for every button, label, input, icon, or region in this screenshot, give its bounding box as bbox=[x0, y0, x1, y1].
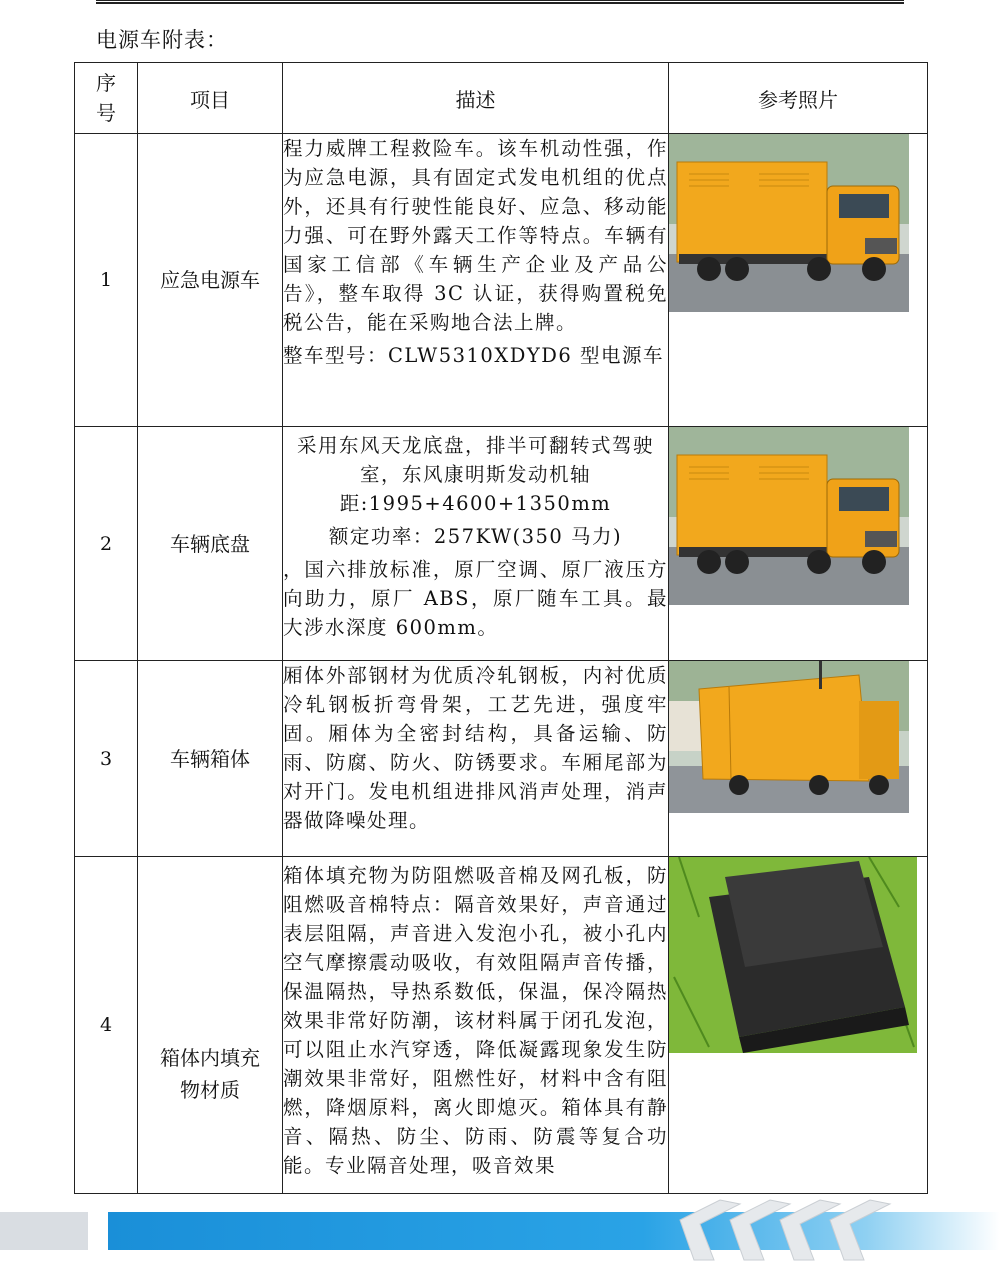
table-row bbox=[75, 134, 928, 427]
footer-chevron-decoration bbox=[670, 1190, 910, 1270]
header-item: 项目 bbox=[138, 63, 283, 134]
row-item: 车辆底盘 bbox=[138, 427, 283, 661]
row-description: 采用东风天龙底盘，排半可翻转式驾驶室，东风康明斯发动机轴距:1995+4600+1350mm 额定功率：257KW(350 马力) ，国六排放标准，原厂空调、原厂液压方向助力，原厂 ABS，原厂随车工具。最大涉水深度 600mm。 bbox=[283, 427, 669, 661]
table-row bbox=[75, 661, 928, 857]
top-rule bbox=[96, 0, 904, 4]
header-row bbox=[75, 63, 928, 134]
row-description: 厢体外部钢材为优质冷轧钢板，内衬优质冷轧钢板折弯骨架，工艺先进，强度牢固。厢体为全密封结构，具备运输、防雨、防腐、防火、防锈要求。车厢尾部为对开门。发电机组进排风消声处理，消声器做降噪处理。 bbox=[283, 661, 669, 857]
header-photo: 参考照片 bbox=[669, 63, 928, 134]
truck-chassis-photo bbox=[669, 427, 927, 605]
row-photo bbox=[669, 857, 928, 1194]
row-photo bbox=[669, 661, 928, 857]
row-number: 3 bbox=[75, 661, 138, 857]
row-item: 车辆箱体 bbox=[138, 661, 283, 857]
document-title: 电源车附表： bbox=[96, 28, 228, 52]
row-photo bbox=[669, 427, 928, 661]
row-description: 程力威牌工程救险车。该车机动性强，作为应急电源，具有固定式发电机组的优点外，还具有行驶性能良好、应急、移动能力强、可在野外露天工作等特点。车辆有国家工信部《车辆生产企业及产品公告》，整车取得 3C 认证，获得购置税免税公告，能在采购地合法上牌。 整车型号：CLW5310XDYD6 型电源车 bbox=[283, 134, 669, 427]
truck-body-photo bbox=[669, 661, 927, 813]
row-item: 箱体内填充 物材质 bbox=[138, 857, 283, 1194]
row-item: 应急电源车 bbox=[138, 134, 283, 427]
footer-gray-block bbox=[0, 1212, 88, 1250]
table-row bbox=[75, 857, 928, 1194]
header-seq: 序 号 bbox=[75, 63, 138, 134]
row-photo bbox=[669, 134, 928, 427]
row-number: 1 bbox=[75, 134, 138, 427]
truck-photo bbox=[669, 134, 927, 312]
spec-table bbox=[74, 62, 928, 1194]
vehicle-model: 整车型号：CLW5310XDYD6 型电源车 bbox=[283, 344, 664, 367]
row-description: 箱体填充物为防阻燃吸音棉及网孔板，防阻燃吸音棉特点：隔音效果好，声音通过表层阻隔，声音进入发泡小孔，被小孔内空气摩擦震动吸收，有效阻隔声音传播，保温隔热，导热系数低，保温，保冷隔热效果非常好防潮，该材料属于闭孔发泡，可以阻止水汽穿透，降低凝露现象发生防潮效果非常好，阻燃性好，材料中含有阻燃，降烟原料，离火即熄灭。箱体具有静音、隔热、防尘、防雨、防震等复合功能。专业隔音处理，吸音效果 bbox=[283, 857, 669, 1194]
row-number: 4 bbox=[75, 857, 138, 1194]
foam-material-photo bbox=[669, 857, 927, 1053]
table-row bbox=[75, 427, 928, 661]
header-desc: 描述 bbox=[283, 63, 669, 134]
row-number: 2 bbox=[75, 427, 138, 661]
